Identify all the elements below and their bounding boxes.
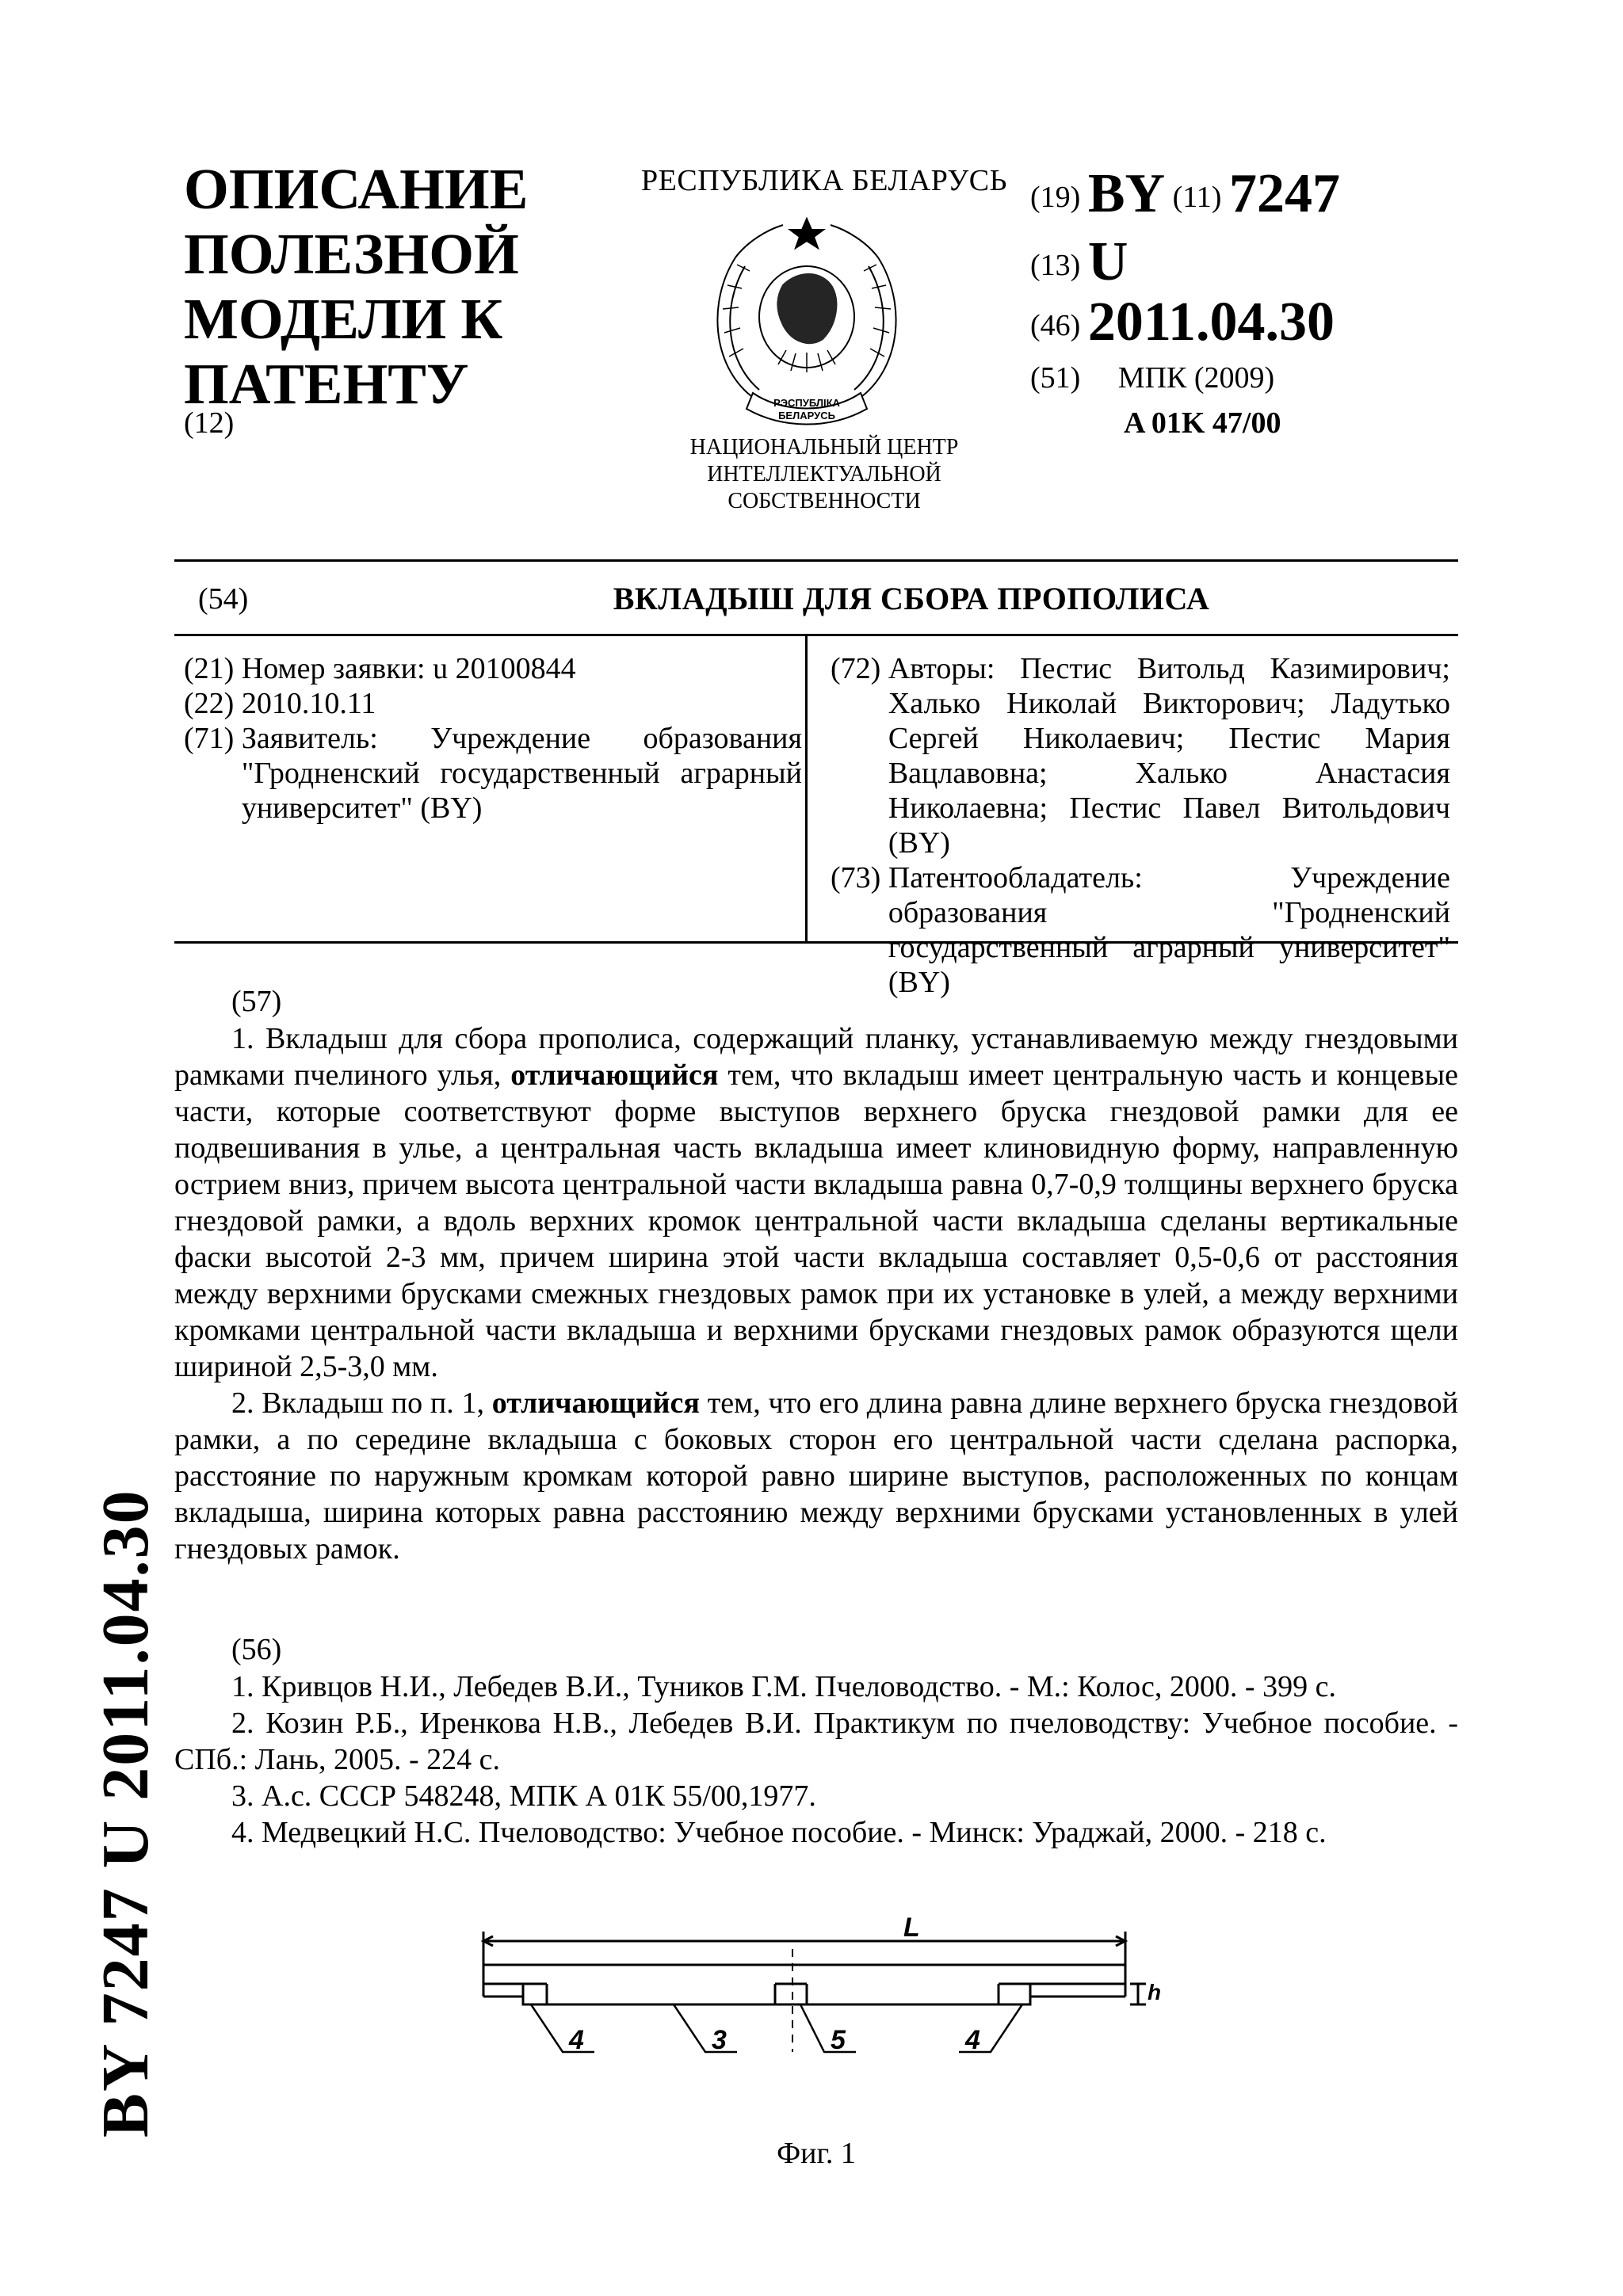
inid-code: (71) xyxy=(184,722,242,755)
emblem-ribbon-text: БЕЛАРУСЬ xyxy=(778,410,835,421)
biblio-text: 2010.10.11 xyxy=(241,687,376,720)
label-L: L xyxy=(903,1913,920,1943)
label-h: h xyxy=(1148,1980,1162,2004)
state-emblem-icon xyxy=(704,214,910,428)
biblio-text: Патентообладатель: Учреждение образования "Гродненский государственный аграрный университет" (BY) xyxy=(888,861,1450,999)
inid-code: (72) xyxy=(831,652,888,685)
claim-keyword: отличающийся xyxy=(510,1058,719,1092)
biblio-text: Авторы: Пестис Витольд Казимирович; Халько Николай Викторович; Ладутько Сергей Николаевич; Пестис Мария Вацлавовна; Халько Анастасия Николаевна; Пестис Павел Витольдович (BY) xyxy=(888,652,1450,860)
ipc-class: A 01K 47/00 xyxy=(1124,406,1281,440)
reference-item: 1. Кривцов Н.И., Лебедев В.И., Туников Г.М. Пчеловодство. - М.: Колос, 2000. - 399 с. xyxy=(231,1670,1336,1703)
leader-line-3 xyxy=(674,2004,737,2052)
claims-section xyxy=(174,1020,1458,1567)
country-code: BY xyxy=(1087,163,1166,224)
doc-type-line: ПАТЕНТУ xyxy=(184,352,469,416)
doc-type-line: МОДЕЛИ К xyxy=(184,287,503,351)
inid-code-12: (12) xyxy=(184,406,235,440)
claim-2 xyxy=(174,1385,1458,1567)
patent-number: 7247 xyxy=(1228,163,1340,224)
biblio-entry xyxy=(184,651,802,686)
center-name-line: ИНТЕЛЛЕКТУАЛЬНОЙ xyxy=(707,462,941,486)
inid-code-54: (54) xyxy=(198,582,249,616)
biblio-text: Номер заявки: u 20100844 xyxy=(241,652,576,685)
inid-code-11: (11) xyxy=(1172,181,1222,214)
leader-line-4a xyxy=(531,2004,594,2052)
republic-name: РЕСПУБЛИКА БЕЛАРУСЬ xyxy=(641,164,1007,197)
inid-code-57: (57) xyxy=(231,985,282,1018)
inid-code-19: (19) xyxy=(1030,181,1081,214)
kind-code-line xyxy=(1030,231,1128,292)
divider xyxy=(174,559,1458,562)
inid-code-46: (46) xyxy=(1030,309,1081,342)
inid-code-13: (13) xyxy=(1030,249,1081,282)
column-divider xyxy=(805,634,808,943)
publication-date: 2011.04.30 xyxy=(1087,292,1335,353)
ipc-line xyxy=(1030,363,1274,393)
label-3: 3 xyxy=(712,2025,727,2055)
biblio-right-column xyxy=(831,651,1450,1000)
inid-code: (73) xyxy=(831,861,888,894)
reference-item: 2. Козин Р.Б., Иренкова Н.В., Лебедев В.И. Практикум по пчеловодству: Учебное пособие. - СПб.: Лань, 2005. - 224 с. xyxy=(174,1707,1458,1776)
claim-text: 2. Вкладыш по п. 1, xyxy=(231,1386,492,1420)
document-type-title xyxy=(184,157,556,417)
national-center-name xyxy=(618,434,1030,515)
publication-date-line xyxy=(1030,292,1335,353)
biblio-entry xyxy=(831,860,1450,1000)
doc-type-line: ПОЛЕЗНОЙ xyxy=(184,222,519,286)
emblem-ribbon-text: РЭСПУБЛІКА xyxy=(773,397,840,409)
inid-code: (21) xyxy=(184,652,242,685)
figure-1-drawing xyxy=(475,1913,1162,2092)
side-stamp-text: BY 7247 U 2011.04.30 xyxy=(89,1489,162,2138)
label-5: 5 xyxy=(831,2025,846,2055)
reference-item: 3. А.с. СССР 548248, МПК А 01К 55/00,1977. xyxy=(231,1779,816,1813)
inid-code: (22) xyxy=(184,687,242,720)
leader-line-5 xyxy=(800,2004,856,2052)
center-name-line: СОБСТВЕННОСТИ xyxy=(727,489,921,513)
kind-code: U xyxy=(1087,231,1128,292)
center-name-line: НАЦИОНАЛЬНЫЙ ЦЕНТР xyxy=(689,435,959,460)
inid-code-51: (51) xyxy=(1030,361,1081,395)
patent-number-line xyxy=(1030,163,1340,224)
ipc-version: МПК (2009) xyxy=(1117,361,1275,395)
references-list xyxy=(174,1669,1458,1851)
reference-item: 4. Медвецкий Н.С. Пчеловодство: Учебное пособие. - Минск: Ураджай, 2000. - 218 с. xyxy=(231,1816,1327,1849)
doc-type-line: ОПИСАНИЕ xyxy=(184,157,529,221)
biblio-entry xyxy=(831,651,1450,860)
utility-model-title: ВКЛАДЫШ ДЛЯ СБОРА ПРОПОЛИСА xyxy=(613,581,1210,616)
claim-1 xyxy=(174,1020,1458,1385)
claim-text: тем, что его длина равна длине верхнего бруска гнездовой рамки, а по середине вкладыша с боковых сторон его центральной части сделана распорка, расстояние по наружным кромкам которой равно ширине выступов, расположенных по концам вкладыша, ширина которых равна расстоянию между верхними брусками установленных в улей гнездовых рамок. xyxy=(174,1386,1458,1566)
inid-code-56: (56) xyxy=(231,1633,282,1666)
biblio-text: Заявитель: Учреждение образования "Гродненский государственный аграрный университет" (BY) xyxy=(241,722,802,825)
claim-keyword: отличающийся xyxy=(491,1386,700,1420)
label-4-right: 4 xyxy=(965,2025,980,2055)
figure-caption: Фиг. 1 xyxy=(777,2137,856,2170)
biblio-left-column xyxy=(184,651,802,826)
biblio-entry xyxy=(184,686,802,721)
divider xyxy=(174,634,1458,636)
label-4-left: 4 xyxy=(569,2025,584,2055)
claim-text: 1. Вкладыш для сбора прополиса, содержащий планку, устанавливаемую между гнездовыми рамками пчелиного улья, xyxy=(174,1022,1458,1092)
claim-text: тем, что вкладыш имеет центральную часть и концевые части, которые соответствуют форме выступов верхнего бруска гнездовой рамки для ее подвешивания в улье, а центральная часть вкладыша имеет клиновидную форму, направленную острием вниз, причем высота центральной части вкладыша равна 0,7-0,9 толщины верхнего бруска гнездовой рамки, а вдоль верхних кромок центральной части вкладыша сделаны вертикальные фаски высотой 2-3 мм, причем ширина этой части вкладыша составляет 0,5-0,6 от расстояния между верхними брусками смежных гнездовых рамок при их установке в улей, а между верхними кромками центральной части вкладыша и верхними брусками гнездовых рамок образуются щели шириной 2,5-3,0 мм. xyxy=(174,1058,1459,1383)
biblio-entry xyxy=(184,721,802,826)
